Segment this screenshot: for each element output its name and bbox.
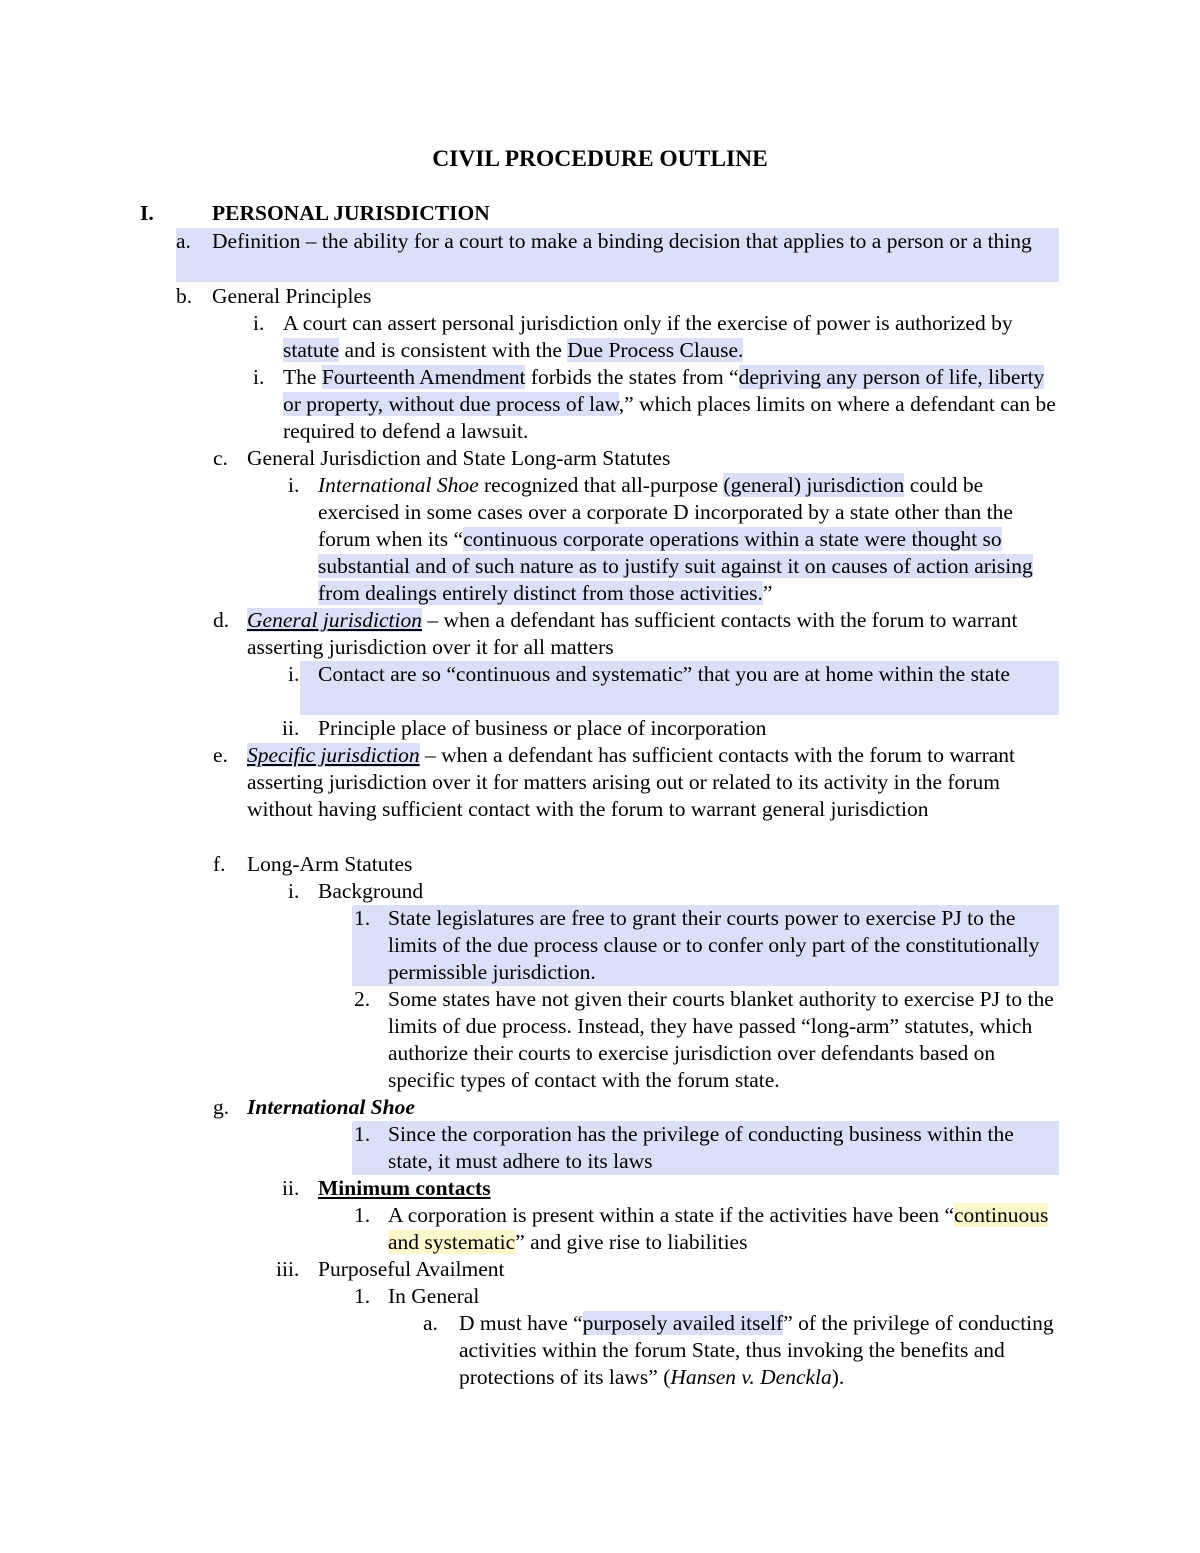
section-heading	[140, 200, 1058, 227]
outline-marker: a.	[423, 1311, 438, 1335]
highlighted-text: continuous corporate operations within a state were thought so substantial and of such nature as to justify suit against it on causes of action arising from dealings entirely distinct from those activities.	[318, 527, 1033, 605]
highlighted-text: depriving any person of life, liberty or property, without due process of law	[283, 365, 1045, 416]
case-name: Hansen v. Denckla	[670, 1365, 832, 1389]
outline-marker: f.	[213, 852, 226, 876]
outline-text: Definition – the ability for a court to make a binding decision that applies to a person or a thing	[212, 229, 1032, 253]
highlighted-text: statute	[283, 338, 340, 362]
outline-text: Some states have not given their courts blanket authority to exercise PJ to the limits of due process. Instead, they have passed “long-arm” statutes, which authorize their courts to exercise jurisdiction over defendants based on specific types of contact with the forum state.	[388, 987, 1054, 1092]
document-title: CIVIL PROCEDURE OUTLINE	[432, 146, 768, 172]
outline-marker: i.	[288, 473, 300, 497]
outline-text: Principle place of business or place of incorporation	[318, 716, 767, 740]
outline-marker: iii.	[276, 1257, 300, 1281]
outline-item-g-iii-1	[354, 1283, 1058, 1310]
outline-text: Long-Arm Statutes	[247, 852, 413, 876]
section-heading-text: PERSONAL JURISDICTION	[212, 201, 490, 225]
outline-text: Contact are so “continuous and systematic” that you are at home within the state	[318, 662, 1010, 686]
outline-item-g-ii	[282, 1175, 1058, 1202]
highlighted-text: Fourteenth Amendment	[321, 365, 526, 389]
outline-text: International Shoe recognized that all-purpose (general) jurisdiction could be exercised in some cases over a corporate D incorporated by a state other than the forum when its “continuous corporate operations within a state were thought so substantial and of such nature as to justify suit against it on causes of action arising from dealings entirely distinct from those activities.”	[318, 473, 1033, 605]
highlighted-text: continuous and systematic	[388, 1203, 1049, 1254]
defined-term: General jurisdiction	[247, 608, 422, 632]
outline-item-f-i	[288, 878, 1058, 905]
defined-term: Specific jurisdiction	[247, 743, 420, 767]
highlighted-text: (general) jurisdiction	[723, 473, 905, 497]
outline-marker: ii.	[282, 1176, 300, 1200]
outline-text: A corporation is present within a state if the activities have been “continuous and systematic” and give rise to liabilities	[388, 1203, 1049, 1254]
outline-item-g-1	[354, 1121, 1058, 1175]
outline-item-d-i	[288, 661, 1058, 688]
outline-marker: 1.	[354, 1122, 371, 1146]
outline-text: D must have “purposely availed itself” of the privilege of conducting activities within the forum State, thus invoking the benefits and protections of its laws” (Hansen v. Denckla).	[459, 1311, 1054, 1389]
outline-item-d	[213, 607, 1058, 661]
outline-marker: 2.	[354, 987, 371, 1011]
outline-item-e	[213, 742, 1058, 823]
outline-item-f-i-1	[354, 905, 1058, 986]
outline-text: Background	[318, 879, 424, 903]
outline-item-g-iii	[276, 1256, 1058, 1283]
outline-marker: b.	[176, 284, 193, 308]
outline-text: Minimum contacts	[318, 1176, 491, 1200]
outline-item-c-i	[288, 472, 1058, 607]
outline-marker: d.	[213, 608, 230, 632]
outline-item-c	[213, 445, 1058, 472]
outline-item-b	[176, 283, 1058, 310]
outline-item-g-iii-1-a	[423, 1310, 1058, 1391]
case-name: International Shoe	[318, 473, 479, 497]
outline-item-d-ii	[282, 715, 1058, 742]
outline-marker: i.	[288, 879, 300, 903]
outline-marker: g.	[213, 1095, 230, 1119]
outline-marker: ii.	[282, 716, 300, 740]
outline-item-b-i-1	[253, 310, 1058, 364]
outline-marker: i.	[253, 365, 265, 389]
outline-marker: 1.	[354, 906, 371, 930]
outline-item-g	[213, 1094, 1058, 1121]
outline-item-f	[213, 851, 1058, 878]
outline-item-g-ii-1	[354, 1202, 1058, 1256]
outline-text: General Principles	[212, 284, 372, 308]
outline-text: General jurisdiction – when a defendant has sufficient contacts with the forum to warrant asserting jurisdiction over it for all matters	[247, 608, 1018, 659]
outline-text: State legislatures are free to grant their courts power to exercise PJ to the limits of the due process clause or to confer only part of the constitutionally permissible jurisdiction.	[388, 906, 1040, 984]
outline-item-f-i-2	[354, 986, 1062, 1094]
outline-text: Purposeful Availment	[318, 1257, 505, 1281]
outline-marker: 1.	[354, 1284, 371, 1308]
outline-text: In General	[388, 1284, 480, 1308]
highlighted-text: Due Process Clause.	[567, 338, 744, 362]
outline-item-b-i-2	[253, 364, 1058, 445]
outline-marker: e.	[213, 743, 228, 767]
outline-text: Since the corporation has the privilege of conducting business within the state, it must adhere to its laws	[388, 1122, 1014, 1173]
outline-text: International Shoe	[247, 1095, 415, 1119]
outline-marker: 1.	[354, 1203, 371, 1227]
highlighted-text: purposely availed itself	[582, 1311, 784, 1335]
outline-text: A court can assert personal jurisdiction only if the exercise of power is authorized by statute and is consistent with the Due Process Clause.	[283, 311, 1013, 362]
outline-marker: c.	[213, 446, 228, 470]
outline-marker: a.	[176, 229, 191, 253]
outline-text: The Fourteenth Amendment forbids the states from “depriving any person of life, liberty or property, without due process of law,” which places limits on where a defendant can be required to defend a lawsuit.	[283, 365, 1056, 443]
outline-marker: i.	[288, 662, 300, 686]
outline-marker: i.	[253, 311, 265, 335]
outline-item-a	[176, 228, 1058, 255]
outline-text: Specific jurisdiction – when a defendant has sufficient contacts with the forum to warrant asserting jurisdiction over it for matters arising out or related to its activity in the forum without having sufficient contact with the forum to warrant general jurisdiction	[247, 743, 1016, 821]
section-number: I.	[140, 201, 154, 225]
outline-text: General Jurisdiction and State Long-arm Statutes	[247, 446, 671, 470]
